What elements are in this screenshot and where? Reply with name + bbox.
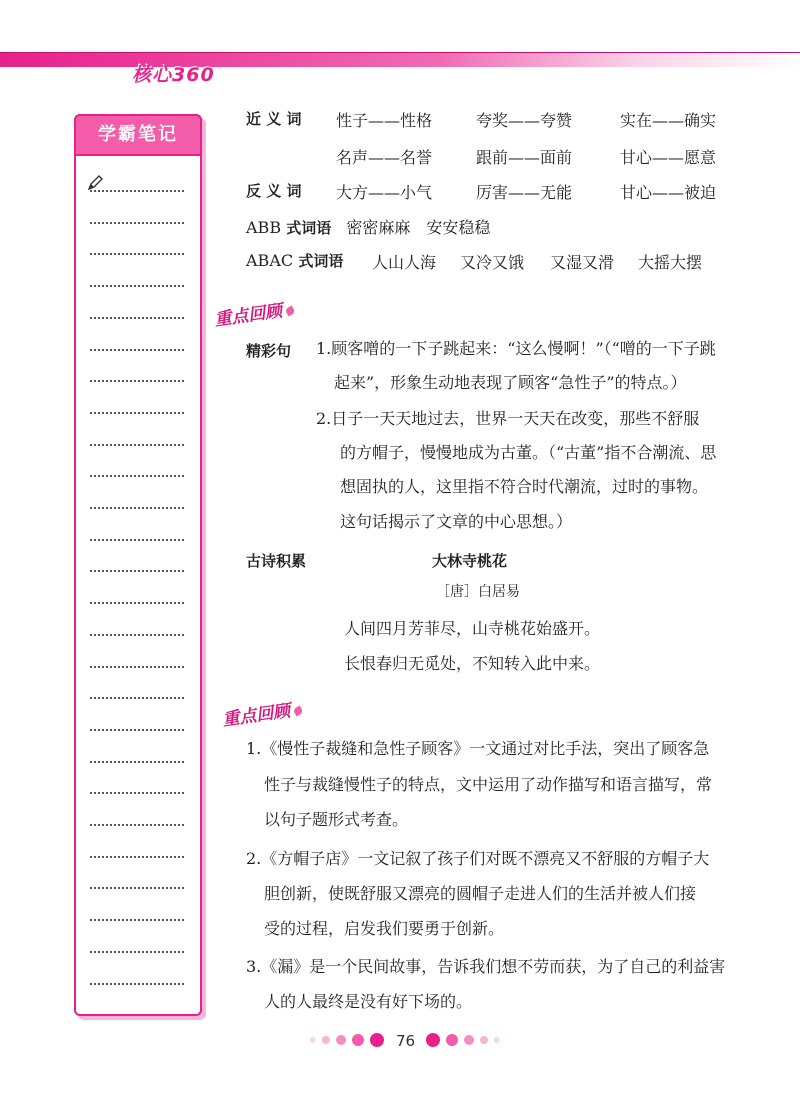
- note-line: [90, 222, 184, 224]
- footer-dot: [322, 1036, 330, 1044]
- notes-sidebar: [74, 114, 202, 1016]
- footer-dot: [426, 1033, 440, 1047]
- note-line: [90, 824, 184, 826]
- antonym-pair: 甘心——被迫: [620, 183, 717, 202]
- synonym-pair: 名声——名誉: [336, 148, 433, 167]
- section-heading-1: [213, 295, 296, 331]
- section-heading-1-text: 重点回顾: [213, 301, 284, 331]
- abac-row: [246, 250, 343, 271]
- note-line: [90, 666, 184, 668]
- review-line: 3.《漏》是一个民间故事，告诉我们想不劳而获，为了自己的利益害: [246, 957, 726, 976]
- synonym-pair: 夸奖——夸赞: [476, 111, 573, 130]
- section-heading-2-text: 重点回顾: [221, 701, 292, 731]
- review-line: 胆创新，使既舒服又漂亮的圆帽子走进人们的生活并被人们接: [264, 884, 697, 903]
- abac-word: 人山人海: [372, 253, 437, 272]
- note-line: [90, 475, 184, 477]
- review-line: 人的人最终是没有好下场的。: [264, 992, 473, 1011]
- review-line: 性子与裁缝慢性子的特点，文中运用了动作描写和语言描写，常: [264, 775, 713, 794]
- accent-icon: [293, 706, 304, 717]
- sentence-line: 1.顾客噌的一下子跳起来：“这么慢啊！”（“噌的一下子跳: [316, 339, 716, 358]
- synonyms-label: 近 义 词: [246, 110, 302, 128]
- note-line: [90, 919, 184, 921]
- key-sentences-label: 精彩句: [246, 342, 292, 360]
- note-line: [90, 887, 184, 889]
- review-line: 2.《方帽子店》一文记叙了孩子们对既不漂亮又不舒服的方帽子大: [246, 849, 710, 868]
- synonym-pair: 跟前——面前: [476, 148, 573, 167]
- note-line: [90, 602, 184, 604]
- note-line: [90, 634, 184, 636]
- note-line: [90, 539, 184, 541]
- abac-word: 又冷又饿: [460, 253, 525, 272]
- footer-dot: [480, 1036, 488, 1044]
- header-bar: [0, 52, 800, 67]
- abac-word: 大摇大摆: [638, 253, 703, 272]
- antonym-pair: 厉害——无能: [476, 183, 573, 202]
- accent-icon: [285, 306, 296, 317]
- abb-row: [246, 215, 490, 238]
- poem-line: 人间四月芳菲尽，山寺桃花始盛开。: [344, 619, 601, 638]
- note-line: [90, 444, 184, 446]
- sentence-line: 起来”，形象生动地表现了顾客“急性子”的特点。）: [334, 373, 687, 392]
- abb-prefix: ABB: [246, 218, 282, 237]
- antonyms-label: 反 义 词: [246, 182, 302, 200]
- note-line: [90, 285, 184, 287]
- poem-title: 大林寺桃花: [432, 552, 508, 570]
- footer-dot: [446, 1034, 458, 1046]
- note-line: [90, 190, 184, 192]
- review-line: 受的过程，启发我们要勇于创新。: [264, 919, 505, 938]
- note-line: [90, 856, 184, 858]
- note-line: [90, 792, 184, 794]
- footer-dot: [370, 1033, 384, 1047]
- sentence-line: 想固执的人，这里指不符合时代潮流，过时的事物。: [340, 477, 709, 496]
- footer-dot: [352, 1034, 364, 1046]
- review-line: 1.《慢性子裁缝和急性子顾客》一文通过对比手法，突出了顾客急: [246, 739, 710, 758]
- antonym-pair: 大方——小气: [336, 183, 433, 202]
- abb-words: 密密麻麻 安安稳稳: [346, 218, 491, 237]
- synonym-pair: 实在——确实: [620, 111, 717, 130]
- poem-label: 古诗积累: [246, 552, 307, 570]
- note-line: [90, 761, 184, 763]
- sidebar-title: 学霸笔记: [74, 114, 202, 156]
- poem-line: 长恨春归无觅处，不知转入此中来。: [344, 654, 601, 673]
- review-line: 以句子题形式考查。: [264, 810, 409, 829]
- footer-dot: [336, 1035, 346, 1045]
- footer-dot: [310, 1037, 316, 1043]
- note-line: [90, 412, 184, 414]
- sentence-line: 2.日子一天天地过去，世界一天天在改变，那些不舒服: [316, 409, 700, 428]
- abac-prefix: ABAC: [246, 251, 294, 270]
- note-line: [90, 317, 184, 319]
- note-line: [90, 253, 184, 255]
- note-line: [90, 697, 184, 699]
- synonym-pair: 甘心——愿意: [620, 148, 717, 167]
- synonym-pair: 性子——性格: [336, 111, 433, 130]
- abac-word: 又湿又滑: [550, 253, 615, 272]
- footer-dot: [464, 1035, 474, 1045]
- note-line: [90, 349, 184, 351]
- note-line: [90, 729, 184, 731]
- note-line: [90, 951, 184, 953]
- abac-suffix: 式词语: [293, 252, 344, 270]
- header-band: [0, 46, 800, 86]
- note-line: [90, 507, 184, 509]
- note-line: [90, 380, 184, 382]
- book-logo: 核心360: [132, 64, 215, 86]
- note-line: [90, 570, 184, 572]
- note-line: [90, 983, 184, 985]
- page-number: 76: [396, 1032, 416, 1050]
- footer-dot: [494, 1037, 500, 1043]
- abb-suffix: 式词语: [281, 219, 332, 237]
- page-footer: [310, 1030, 520, 1054]
- poem-author: ［唐］白居易: [436, 584, 520, 600]
- section-heading-2: [221, 695, 304, 731]
- sentence-line: 的方帽子，慢慢地成为古董。（“古董”指不合潮流、思: [340, 443, 717, 462]
- sentence-line: 这句话揭示了文章的中心思想。）: [340, 512, 573, 531]
